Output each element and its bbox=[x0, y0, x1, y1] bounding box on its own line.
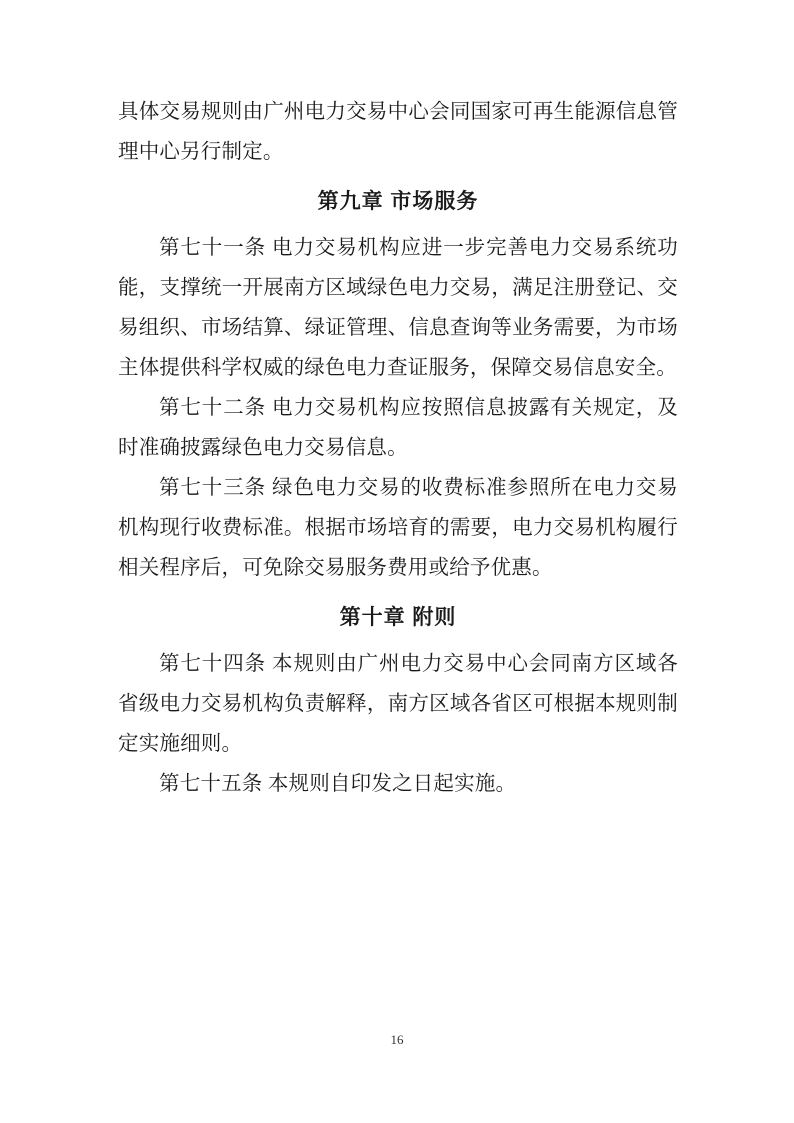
document-body bbox=[118, 92, 678, 804]
chapter-heading-ten: 第十章 附则 bbox=[339, 606, 457, 629]
page-number: 16 bbox=[390, 1032, 404, 1047]
article-74: 第七十四条 本规则由广州电力交易中心会同南方区域各省级电力交易机构负责解释，南方区域各省区可根据本规则制定实施细则。 bbox=[118, 653, 678, 755]
article-75: 第七十五条 本规则自印发之日起实施。 bbox=[159, 773, 517, 795]
paragraph-intro: 具体交易规则由广州电力交易中心会同国家可再生能源信息管理中心另行制定。 bbox=[118, 101, 678, 163]
article-73: 第七十三条 绿色电力交易的收费标准参照所在电力交易机构现行收费标准。根据市场培育的需要，电力交易机构履行相关程序后，可免除交易服务费用或给予优惠。 bbox=[118, 477, 678, 579]
chapter-heading-nine: 第九章 市场服务 bbox=[317, 190, 479, 213]
article-72: 第七十二条 电力交易机构应按照信息披露有关规定，及时准确披露绿色电力交易信息。 bbox=[118, 397, 678, 459]
article-71: 第七十一条 电力交易机构应进一步完善电力交易系统功能，支撑统一开展南方区域绿色电力交易，满足注册登记、交易组织、市场结算、绿证管理、信息查询等业务需要，为市场主体提供科学权威的绿色电力查证服务，保障交易信息安全。 bbox=[118, 237, 678, 379]
